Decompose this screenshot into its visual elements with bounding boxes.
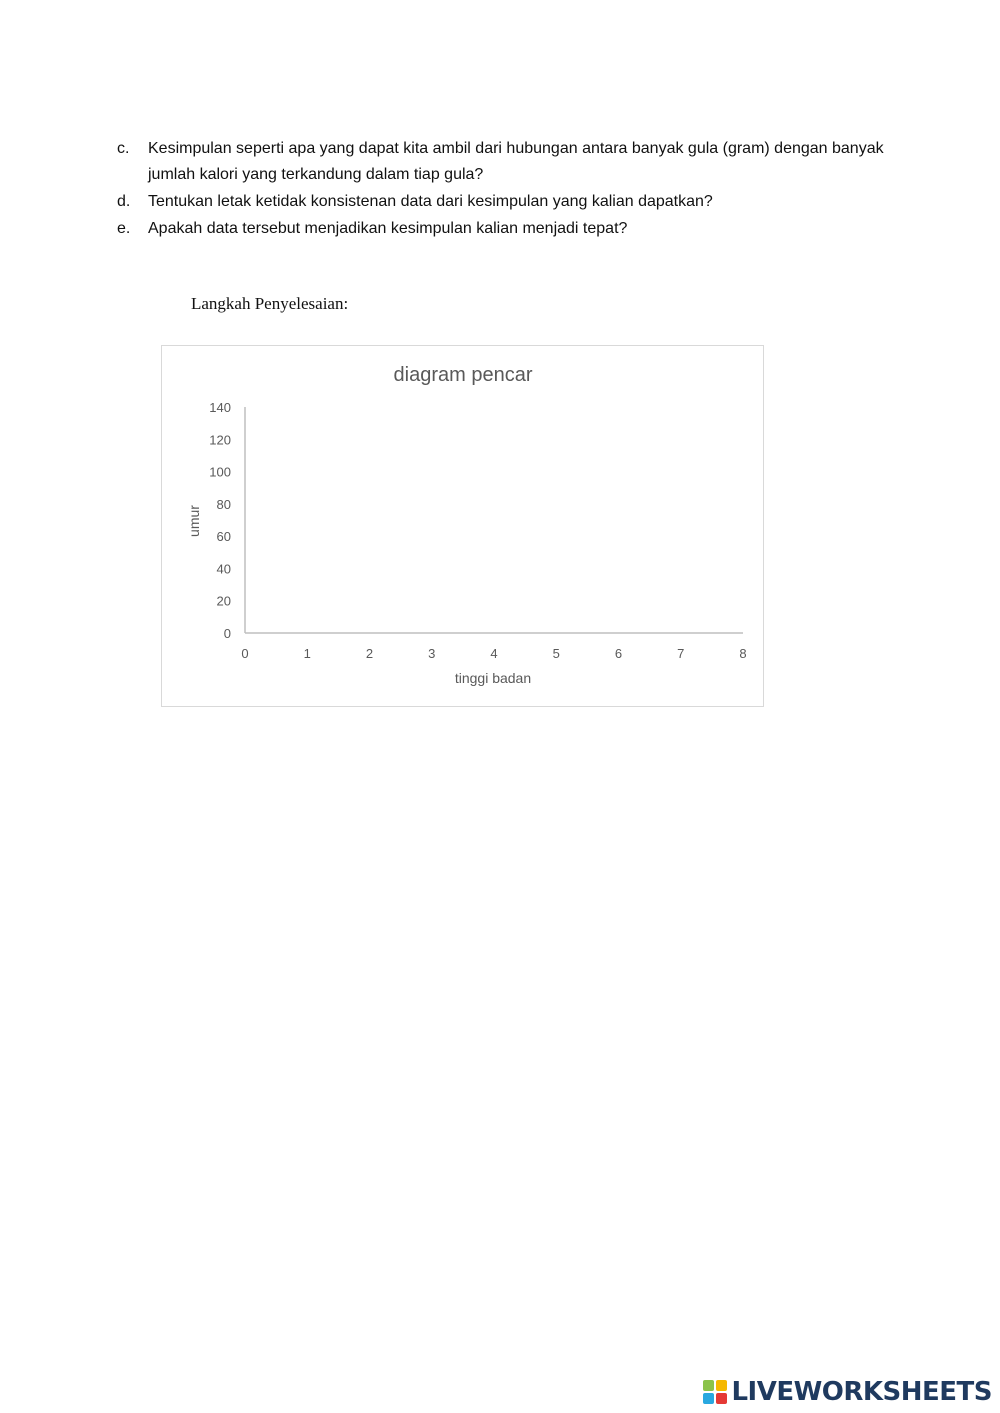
x-tick-label: 5: [552, 646, 560, 661]
x-tick-label: 4: [490, 646, 498, 661]
y-tick-label: 120: [209, 432, 231, 448]
scatter-chart: [161, 345, 764, 707]
question-text: Tentukan letak ketidak konsistenan data dari kesimpulan yang kalian dapatkan?: [148, 193, 713, 210]
question-text: Kesimpulan seperti apa yang dapat kita ambil dari hubungan antara banyak gula (gram) dengan banyak jumlah kalori yang terkandung dalam tiap gula?: [148, 140, 884, 183]
chart-canvas: [162, 346, 765, 708]
question-text: Apakah data tersebut menjadikan kesimpulan kalian menjadi tepat?: [148, 220, 628, 237]
question-letter: e.: [117, 220, 131, 237]
x-tick-label: 0: [241, 646, 249, 661]
y-axis-label: umur: [186, 505, 202, 537]
y-tick-label: 140: [209, 400, 231, 415]
question-list: [117, 136, 897, 243]
question-letter: d.: [117, 193, 131, 210]
question-letter: c.: [117, 140, 130, 157]
y-tick-label: 40: [216, 561, 231, 577]
question-d: [117, 189, 897, 215]
question-e: [117, 216, 897, 242]
x-tick-label: 8: [739, 646, 747, 661]
y-tick-label: 20: [216, 593, 231, 609]
x-axis-label: tinggi badan: [454, 670, 532, 686]
x-tick-label: 3: [428, 646, 436, 661]
x-tick-label: 1: [303, 646, 311, 661]
liveworksheets-logo: [703, 1377, 992, 1407]
logo-text: LIVEWORKSHEETS: [731, 1377, 992, 1407]
y-tick-label: 80: [216, 496, 231, 512]
y-tick-label: 100: [209, 464, 231, 480]
x-tick-label: 2: [365, 646, 374, 661]
x-tick-label: 6: [614, 646, 623, 661]
y-tick-label: 0: [223, 626, 231, 641]
logo-mark-icon: [703, 1380, 727, 1404]
x-tick-label: 7: [677, 646, 685, 661]
steps-label: Langkah Penyelesaian:: [191, 294, 349, 313]
y-tick-label: 60: [216, 529, 231, 545]
chart-title: diagram pencar: [393, 364, 533, 386]
question-c: [117, 136, 897, 188]
